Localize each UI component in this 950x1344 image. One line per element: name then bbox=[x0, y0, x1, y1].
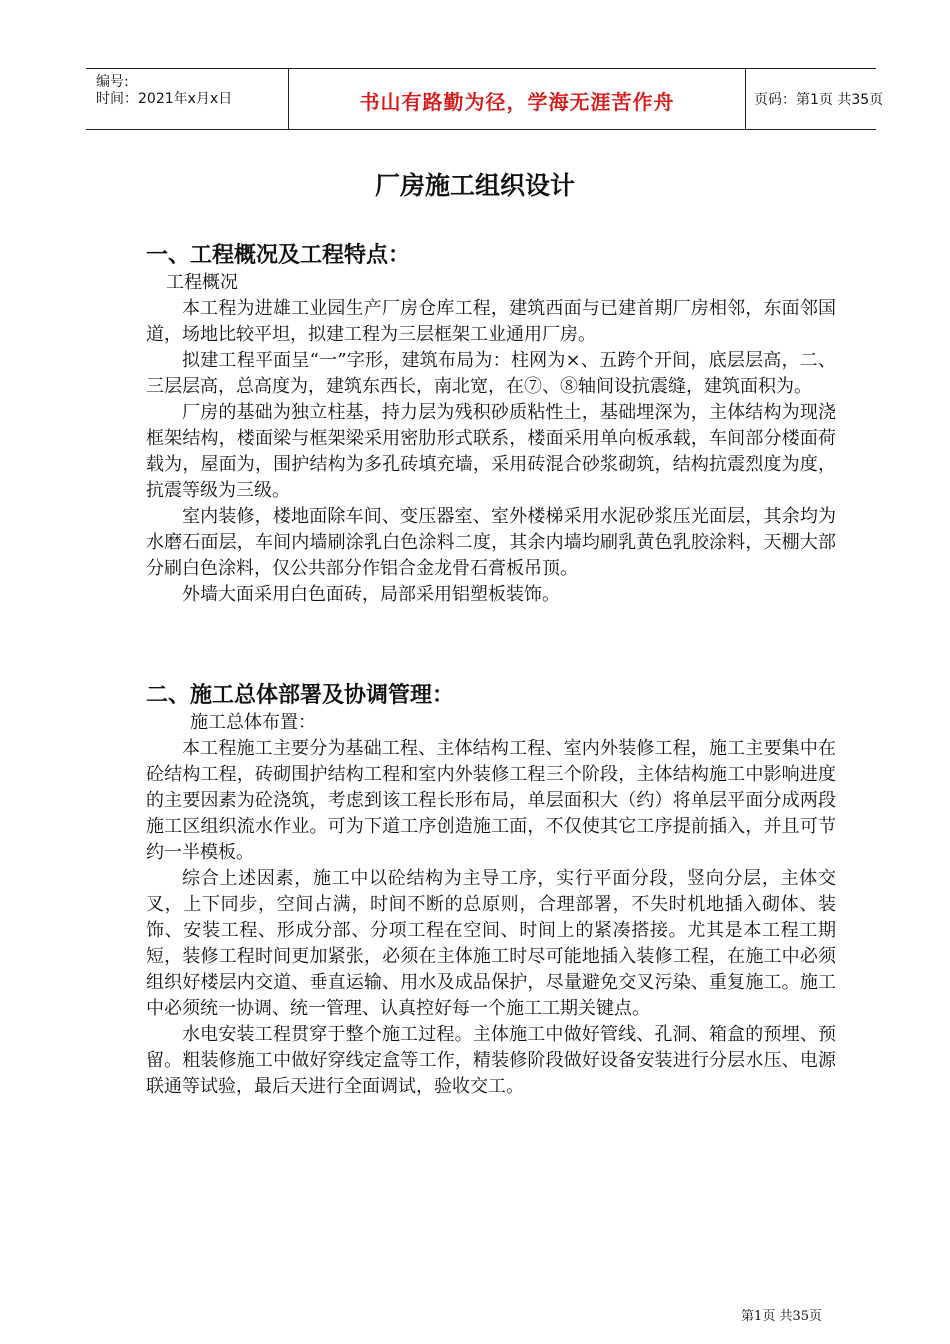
paragraph: 本工程施工主要分为基础工程、主体结构工程、室内外装修工程，施工主要集中在砼结构工程，砖砌围护结构工程和室内外装修工程三个阶段，主体结构施工中影响进度的主要因素为砼浇筑，考虑到该工程长形布局，单层面积大（约）将单层平面分成两段施工区组织流水作业。可为下道工序创造施工面，不仅使其它工序提前插入，并且可节约一半模板。 bbox=[146, 738, 836, 863]
section-1-label: 工程概况 bbox=[166, 272, 238, 293]
paragraph: 外墙大面采用白色面砖，局部采用铝塑板装饰。 bbox=[182, 584, 560, 605]
section-1-body bbox=[146, 296, 836, 608]
section-2-label: 施工总体布置： bbox=[190, 712, 316, 733]
document-title: 厂房施工组织设计 bbox=[374, 171, 575, 200]
footer-page-number: 第1页 共35页 bbox=[741, 1309, 822, 1324]
time-label: 时间：2021年x月x日 bbox=[96, 91, 233, 107]
header-page-info: 页码：第1页 共35页 bbox=[754, 92, 884, 108]
paragraph: 室内装修，楼地面除车间、变压器室、室外楼梯采用水泥砂浆压光面层，其余均为水磨石面层，车间内墙刷涂乳白色涂料二度，其余内墙均刷乳黄色乳胶涂料，天棚大部分刷白色涂料，仅公共部分作铝合金龙骨石膏板吊顶。 bbox=[146, 506, 836, 579]
paragraph: 拟建工程平面呈“一”字形，建筑布局为：柱网为×、五跨个开间，底层层高，二、三层层高，总高度为，建筑东西长，南北宽，在⑦、⑧轴间设抗震缝，建筑面积为。 bbox=[146, 350, 836, 397]
section-heading-1: 一、工程概况及工程特点： bbox=[146, 243, 411, 268]
paragraph: 厂房的基础为独立柱基，持力层为残积砂质粘性土，基础埋深为，主体结构为现浇框架结构，楼面梁与框架梁采用密肋形式联系，楼面采用单向板承载，车间部分楼面荷载为，屋面为，围护结构为多孔砖填充墙，采用砖混合砂浆砌筑，结构抗震烈度为度，抗震等级为三级。 bbox=[146, 402, 836, 501]
header-page-cell bbox=[746, 69, 884, 129]
motto: 书山有路勤为径，学海无涯苦作舟 bbox=[359, 90, 675, 114]
header-motto-cell bbox=[288, 69, 746, 129]
paragraph: 水电安装工程贯穿于整个施工过程。主体施工中做好管线、孔洞、箱盒的预埋、预留。粗装修施工中做好穿线定盒等工作，精装修阶段做好设备安装进行分层水压、电源联通等试验，最后天进行全面调试，验收交工。 bbox=[146, 1024, 836, 1097]
page-header bbox=[86, 68, 884, 130]
section-2-body bbox=[146, 736, 836, 1100]
paragraph: 综合上述因素，施工中以砼结构为主导工序，实行平面分段，竖向分层，主体交叉，上下同步，空间占满，时间不断的总原则，合理部署，不失时机地插入砌体、装饰、安装工程、形成分部、分项工程在空间、时间上的紧凑搭接。尤其是本工程工期短，装修工程时间更加紧张，必须在主体施工时尽可能地插入装修工程，在施工中必须组织好楼层内交道、垂直运输、用水及成品保护，尽量避免交叉污染、重复施工。施工中必须统一协调、统一管理、认真控好每一个施工工期关键点。 bbox=[146, 868, 836, 1019]
paragraph: 本工程为进雄工业园生产厂房仓库工程，建筑西面与已建首期厂房相邻，东面邻国道，场地比较平坦，拟建工程为三层框架工业通用厂房。 bbox=[146, 298, 836, 345]
header-info-cell bbox=[86, 69, 288, 129]
section-heading-2: 二、施工总体部署及协调管理： bbox=[146, 683, 455, 708]
number-label: 编号: bbox=[96, 74, 129, 90]
